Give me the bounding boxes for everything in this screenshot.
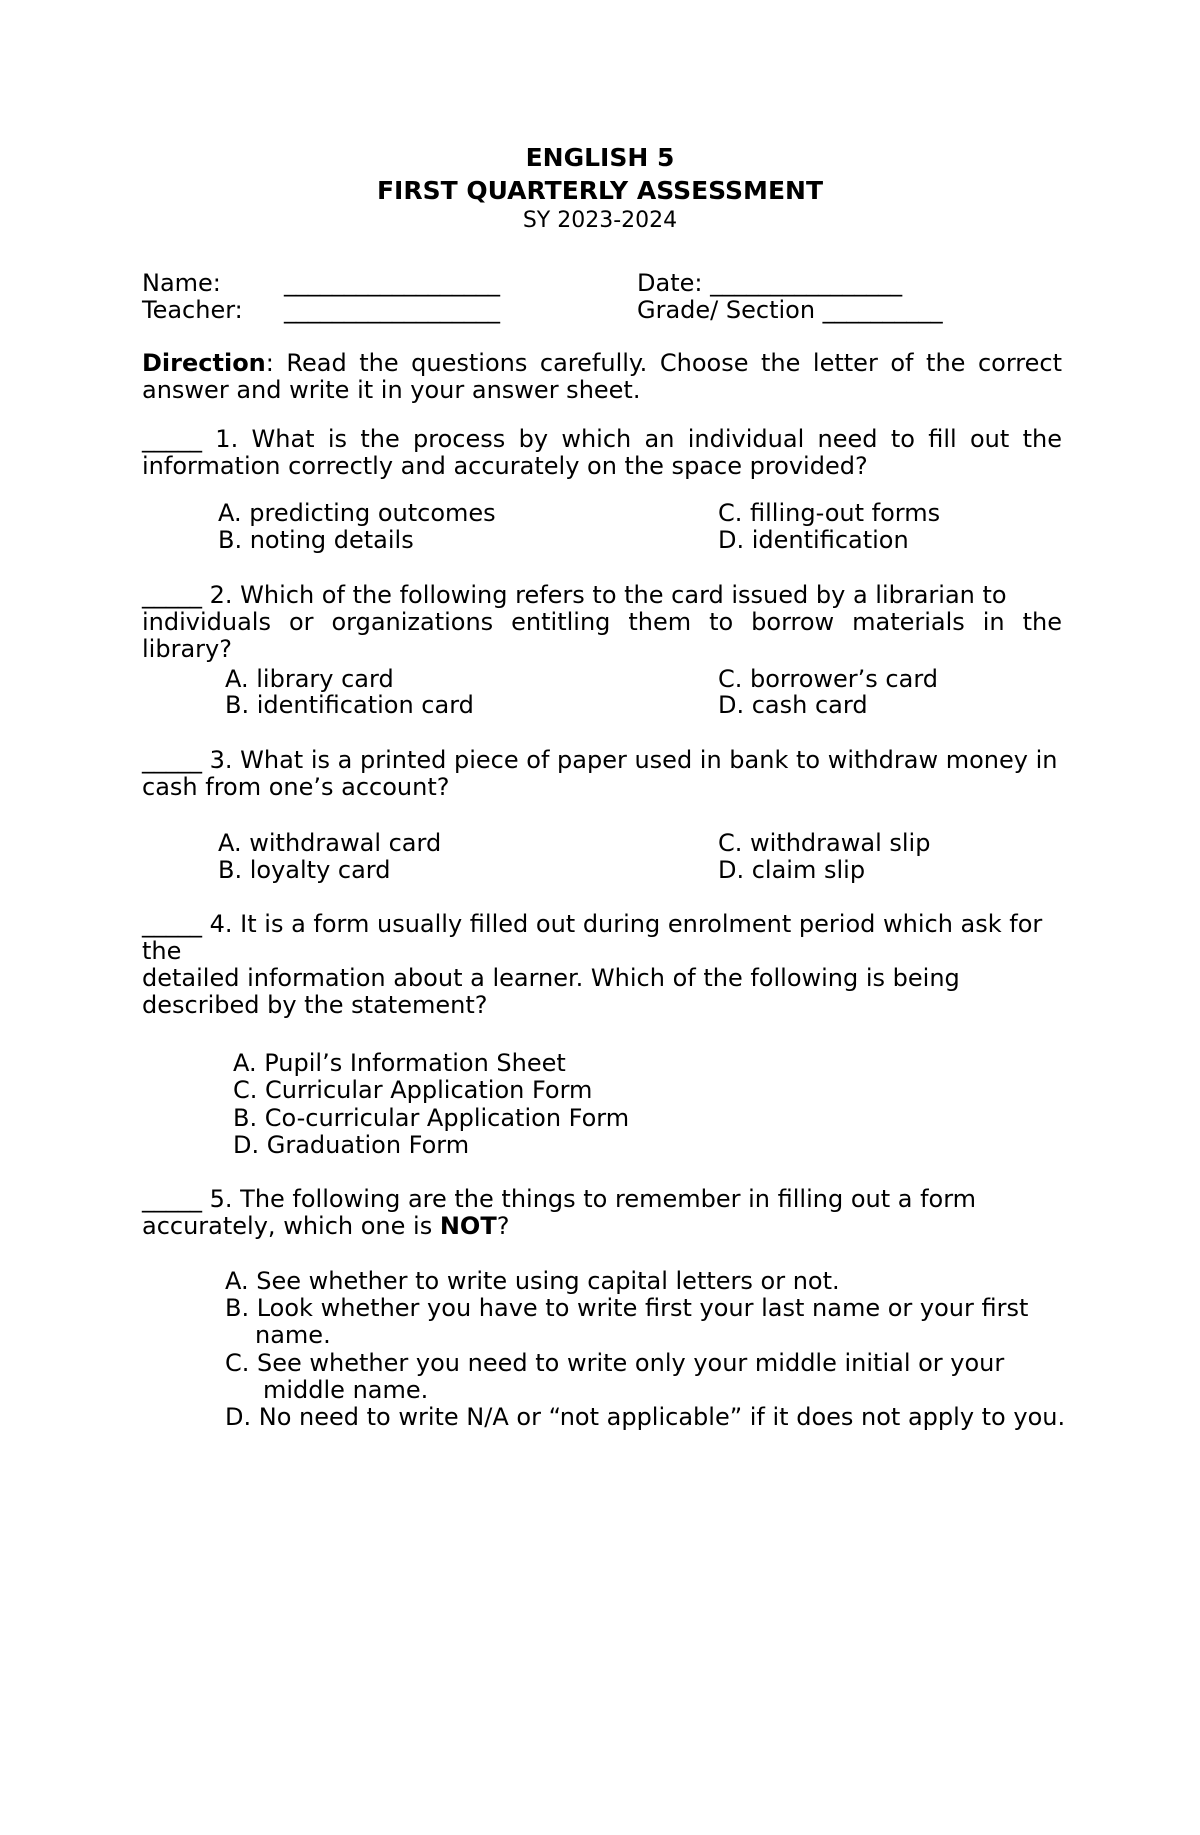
name-label: Name:	[142, 269, 221, 297]
question-1	[142, 426, 1062, 480]
q5-choice-b	[225, 1295, 1045, 1349]
q4-choice-c: C. Curricular Application Form	[233, 1076, 593, 1104]
question-3	[142, 747, 1062, 801]
q3-choice-c: C. withdrawal slip	[718, 829, 931, 857]
q2-choice-b: B. identification card	[225, 691, 474, 719]
date-field: Date: ________________	[637, 269, 903, 297]
question-2-line1: _____ 2. Which of the following refers to the card issued by a librarian to	[142, 581, 1007, 609]
q4-choice-d: D. Graduation Form	[233, 1131, 470, 1159]
grade-section-field: Grade/ Section __________	[637, 296, 943, 324]
teacher-line: __________________	[284, 296, 500, 324]
question-5-line2	[142, 1213, 1062, 1240]
direction-block	[142, 350, 1062, 404]
q3-choice-b: B. loyalty card	[218, 856, 391, 884]
question-4-line1: _____ 4. It is a form usually filled out during enrolment period which ask for	[142, 910, 1043, 938]
q5-choice-a-text: A. See whether to write using capital letters or not.	[225, 1267, 840, 1295]
direction-text-line2: answer and write it in your answer sheet.	[142, 376, 641, 404]
question-4	[142, 911, 1062, 1019]
q4-choice-b: B. Co-curricular Application Form	[233, 1104, 630, 1132]
q1-choice-c: C. filling-out forms	[718, 499, 941, 527]
direction-label: Direction	[142, 349, 266, 377]
q5-choice-b-text: B. Look whether you have to write first your last name or your first name.	[225, 1294, 1029, 1349]
question-3-line1: _____ 3. What is a printed piece of paper used in bank to withdraw money in	[142, 746, 1058, 774]
question-2	[142, 582, 1062, 663]
q2-choice-a: A. library card	[225, 665, 394, 693]
q1-choice-b: B. noting details	[218, 526, 414, 554]
direction-text-line1: : Read the questions carefully. Choose the letter of the correct	[265, 349, 1062, 377]
question-1-line1: _____ 1. What is the process by which an individual need to fill out the	[142, 425, 1062, 453]
q2-choice-c: C. borrower’s card	[718, 665, 939, 693]
q1-choice-d: D. identification	[718, 526, 909, 554]
q5-choice-d	[225, 1404, 1105, 1431]
question-5-line2-post: ?	[496, 1212, 510, 1240]
q3-choice-a: A. withdrawal card	[218, 829, 442, 857]
q4-choice-a: A. Pupil’s Information Sheet	[233, 1049, 566, 1077]
q5-choice-a	[225, 1268, 1105, 1295]
question-5-line2-pre: accurately, which one is	[142, 1212, 440, 1240]
question-5-not-emphasis: NOT	[439, 1212, 497, 1240]
q5-choice-c-text: C. See whether you need to write only your middle initial or your middle name.	[225, 1349, 1005, 1404]
question-2-line2: individuals or organizations entitling them to borrow materials in the library?	[142, 608, 1062, 663]
q5-choice-c	[225, 1350, 1015, 1404]
question-1-line2: information correctly and accurately on the space provided?	[142, 452, 868, 480]
question-4-line3: described by the statement?	[142, 991, 488, 1019]
question-3-line2: cash from one’s account?	[142, 773, 450, 801]
q5-choice-d-text: D. No need to write N/A or “not applicable” if it does not apply to you.	[225, 1403, 1066, 1431]
assessment-title: FIRST QUARTERLY ASSESSMENT	[376, 176, 823, 205]
question-4-line1b: the	[142, 937, 182, 965]
question-4-line2: detailed information about a learner. Which of the following is being	[142, 964, 960, 992]
q3-choice-d: D. claim slip	[718, 856, 866, 884]
question-5-line1: _____ 5. The following are the things to remember in filling out a form	[142, 1185, 977, 1213]
question-5	[142, 1186, 1062, 1240]
subject-title: ENGLISH 5	[525, 143, 675, 172]
q2-choice-d: D. cash card	[718, 691, 868, 719]
school-year: SY 2023-2024	[522, 208, 678, 233]
name-line: __________________	[284, 269, 500, 297]
q1-choice-a: A. predicting outcomes	[218, 499, 496, 527]
teacher-label: Teacher:	[142, 296, 243, 324]
